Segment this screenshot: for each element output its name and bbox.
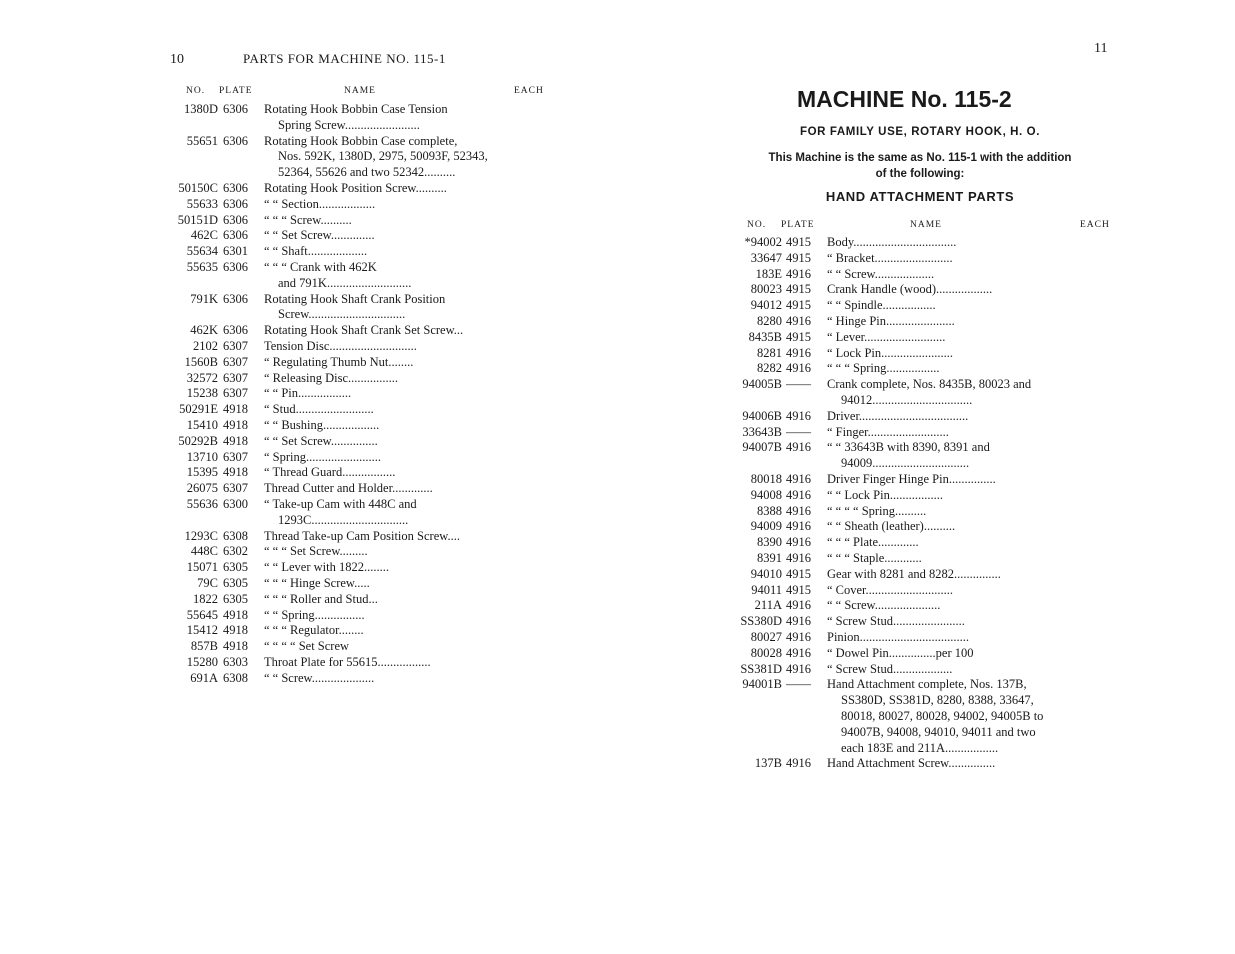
- plate-number: 4916: [786, 551, 811, 565]
- part-number: 94006B: [742, 408, 782, 423]
- col-header-each: EACH: [514, 86, 544, 96]
- part-name: “ Cover............................: [827, 582, 954, 597]
- plate-number: 4916: [786, 266, 811, 281]
- plate-number: 4918: [223, 607, 248, 622]
- part-number: 137B: [754, 756, 782, 771]
- part-name: “ “ “ Crank with 462K: [264, 260, 377, 274]
- part-row: [617, 424, 1217, 440]
- part-name: “ “ “ Plate.............: [827, 535, 919, 550]
- plate-number: ——: [786, 377, 811, 392]
- plate-number: 6306: [223, 133, 248, 148]
- part-name: “ “ Screw....................: [264, 670, 375, 685]
- plate-number: 4916: [786, 487, 811, 502]
- part-number: 15412: [186, 623, 218, 638]
- part-row: [0, 180, 600, 196]
- part-row: [617, 755, 1217, 771]
- part-name: “ Bracket.........................: [827, 250, 953, 265]
- plate-number: 4916: [786, 756, 811, 771]
- plate-number: 4915: [786, 250, 811, 265]
- part-row: [0, 259, 600, 275]
- part-name-continuation: 94012................................: [841, 393, 973, 407]
- note-line-1: This Machine is the same as No. 115-1 with the addition: [768, 152, 1072, 164]
- col-header-plate: PLATE: [219, 86, 253, 96]
- part-name: Hand Attachment complete, Nos. 137B,: [827, 677, 1027, 692]
- part-name: Rotating Hook Bobbin Case Tension: [264, 102, 448, 116]
- part-row: [0, 670, 600, 686]
- plate-number: 4916: [786, 614, 811, 629]
- part-row: [617, 376, 1217, 392]
- part-name: Rotating Hook Position Screw..........: [264, 181, 447, 195]
- part-number: 55633: [186, 196, 218, 211]
- plate-number: ——: [786, 424, 811, 439]
- part-name: “ “ “ Regulator........: [264, 623, 364, 638]
- plate-number: 6300: [223, 497, 248, 511]
- part-number: 55651: [186, 133, 218, 148]
- part-number: 15238: [186, 386, 218, 401]
- part-row: [0, 622, 600, 638]
- plate-number: 4916: [786, 598, 811, 613]
- part-number: 691A: [190, 670, 218, 685]
- part-name: “ “ “ Set Screw.........: [264, 544, 368, 559]
- part-number: 857B: [190, 639, 218, 654]
- part-row: [0, 291, 600, 307]
- plate-number: 6305: [223, 560, 248, 575]
- plate-number: 4915: [786, 582, 811, 597]
- part-name: “ Finger..........................: [827, 424, 949, 439]
- part-number: 448C: [190, 544, 218, 559]
- part-number: 8281: [757, 345, 782, 360]
- part-row: [617, 408, 1217, 424]
- part-number: 15410: [186, 418, 218, 432]
- part-number: 26075: [186, 481, 218, 496]
- part-row: [0, 133, 600, 149]
- part-name: “ Dowel Pin...............per 100: [827, 645, 974, 660]
- plate-number: 6306: [223, 323, 248, 338]
- part-name-continuation: Nos. 592K, 1380D, 2975, 50093F, 52343,: [278, 149, 488, 164]
- part-name: Gear with 8281 and 8282...............: [827, 566, 1001, 581]
- part-number: 462C: [190, 228, 218, 243]
- part-name: “ Screw Stud...................: [827, 661, 953, 676]
- part-row: [0, 607, 600, 623]
- part-row: [617, 518, 1217, 534]
- part-row: [617, 313, 1217, 329]
- part-number: 55636: [186, 497, 218, 511]
- part-number: 183E: [755, 266, 782, 281]
- section-heading: HAND ATTACHMENT PARTS: [825, 189, 1015, 204]
- part-number: 94009: [750, 519, 782, 534]
- plate-number: 4915: [786, 282, 811, 297]
- part-name: Thread Take-up Cam Position Screw....: [264, 528, 460, 543]
- plate-number: 6306: [223, 260, 248, 274]
- plate-number: 4916: [786, 519, 811, 534]
- part-number: 55645: [186, 607, 218, 622]
- plate-number: 6307: [223, 370, 248, 385]
- part-name-continuation: Spring Screw........................: [278, 117, 420, 132]
- part-number: 1380D: [183, 102, 218, 116]
- col-header-no: NO.: [747, 220, 767, 230]
- part-number: 94012: [750, 298, 782, 313]
- part-row: [0, 559, 600, 575]
- plate-number: 4916: [786, 661, 811, 676]
- col-header-each: EACH: [1080, 220, 1110, 230]
- part-number: 50292B: [178, 433, 218, 448]
- part-row: [617, 266, 1217, 282]
- part-number: 1293C: [184, 528, 218, 543]
- plate-number: 6306: [223, 196, 248, 211]
- plate-number: 6306: [223, 228, 248, 243]
- part-number: 1560B: [184, 354, 218, 369]
- part-name: Driver...................................: [827, 408, 969, 423]
- part-number: 94001B: [742, 677, 782, 692]
- part-number: 79C: [197, 576, 218, 590]
- part-row: [0, 638, 600, 654]
- part-name: Throat Plate for 55615.................: [264, 655, 431, 669]
- part-number: 80028: [750, 645, 782, 660]
- part-name: “ Spring........................: [264, 449, 382, 464]
- plate-number: 6305: [223, 576, 248, 590]
- col-header-plate: PLATE: [781, 220, 815, 230]
- part-name: “ “ Screw...................: [827, 266, 935, 281]
- plate-number: 4918: [223, 433, 248, 448]
- part-name: Thread Cutter and Holder.............: [264, 481, 433, 496]
- part-number: 80027: [750, 630, 782, 644]
- part-name: “ Lever..........................: [827, 329, 946, 344]
- part-name: “ “ “ Spring.................: [827, 361, 940, 376]
- page-title: MACHINE No. 115-2: [797, 86, 1012, 112]
- part-number: 791K: [190, 291, 218, 306]
- part-name: “ “ Lever with 1822........: [264, 560, 389, 575]
- part-number: 462K: [190, 323, 218, 338]
- page-number: 11: [1094, 41, 1108, 56]
- part-name: “ Screw Stud.......................: [827, 614, 965, 629]
- part-number: 15395: [186, 465, 218, 480]
- part-row: [0, 227, 600, 243]
- part-row: [617, 582, 1217, 598]
- plate-number: 4916: [786, 535, 811, 550]
- plate-number: 4916: [786, 645, 811, 660]
- part-name: “ “ Spindle.................: [827, 298, 936, 313]
- part-name: “ “ “ “ Spring..........: [827, 503, 927, 518]
- part-number: 94010: [750, 566, 782, 581]
- part-row: [0, 543, 600, 559]
- part-name: “ “ Set Screw..............: [264, 228, 375, 243]
- part-number: 8435B: [748, 329, 782, 344]
- part-number: SS380D: [740, 614, 782, 629]
- part-row: [0, 101, 600, 117]
- part-number: 8388: [757, 503, 782, 518]
- part-number: 15280: [186, 655, 218, 669]
- part-name: Rotating Hook Shaft Crank Set Screw...: [264, 323, 464, 338]
- plate-number: 6306: [223, 181, 248, 195]
- part-name-continuation: 94007B, 94008, 94010, 94011 and two: [841, 724, 1036, 739]
- part-row: [0, 496, 600, 512]
- part-name: “ “ Section..................: [264, 196, 376, 211]
- part-number: 50291E: [179, 402, 218, 417]
- part-name: “ “ Lock Pin.................: [827, 487, 943, 502]
- right-page: [617, 0, 1235, 954]
- part-name: Pinion...................................: [827, 630, 970, 644]
- part-number: 2102: [193, 339, 218, 353]
- part-number: SS381D: [740, 661, 782, 676]
- plate-number: ——: [786, 677, 811, 692]
- plate-number: 4916: [786, 503, 811, 518]
- part-name: “ “ 33643B with 8390, 8391 and: [827, 440, 990, 455]
- part-row: [0, 354, 600, 370]
- plate-number: 4916: [786, 408, 811, 423]
- part-row: [0, 575, 600, 591]
- part-number: 94005B: [742, 377, 782, 392]
- plate-number: 4916: [786, 440, 811, 455]
- part-name-continuation: 52364, 55626 and two 52342..........: [278, 165, 456, 180]
- part-name: “ “ Shaft...................: [264, 244, 368, 259]
- part-name: “ Thread Guard.................: [264, 465, 396, 480]
- part-row: [617, 360, 1217, 376]
- part-number: 8282: [757, 361, 782, 376]
- part-name-continuation: and 791K...........................: [278, 275, 412, 290]
- part-number: 33643B: [742, 424, 782, 439]
- plate-number: 6308: [223, 670, 248, 685]
- part-row: [617, 250, 1217, 266]
- part-name: Body.................................: [827, 235, 957, 249]
- plate-number: 6301: [223, 244, 248, 259]
- part-number: 80018: [750, 472, 782, 486]
- part-row: [617, 345, 1217, 361]
- plate-number: 4915: [786, 329, 811, 344]
- plate-number: 6306: [223, 291, 248, 306]
- part-row: [0, 385, 600, 401]
- part-name: “ “ “ Hinge Screw.....: [264, 576, 370, 590]
- part-name: “ “ Set Screw...............: [264, 433, 378, 448]
- col-header-no: NO.: [186, 86, 206, 96]
- plate-number: 4916: [786, 314, 811, 328]
- part-number: 94008: [750, 487, 782, 502]
- part-row: [617, 439, 1217, 455]
- part-row: [617, 629, 1217, 645]
- part-number: 80023: [750, 282, 782, 297]
- part-name: Rotating Hook Bobbin Case complete,: [264, 133, 458, 148]
- part-number: 211A: [754, 598, 782, 613]
- plate-number: 6307: [223, 339, 248, 353]
- part-name-continuation: SS380D, SS381D, 8280, 8388, 33647,: [841, 693, 1034, 708]
- plate-number: 6306: [223, 102, 248, 116]
- part-row: [617, 645, 1217, 661]
- part-row: [617, 613, 1217, 629]
- part-name-continuation: Screw...............................: [278, 307, 406, 322]
- part-row: [617, 487, 1217, 503]
- part-name: Driver Finger Hinge Pin...............: [827, 472, 996, 486]
- part-row: [617, 281, 1217, 297]
- part-row: [0, 528, 600, 544]
- part-row: [0, 196, 600, 212]
- part-name-continuation: 94009...............................: [841, 456, 970, 471]
- plate-number: 6303: [223, 655, 248, 669]
- part-name: Rotating Hook Shaft Crank Position: [264, 291, 446, 306]
- part-row: [0, 433, 600, 449]
- col-header-name: NAME: [910, 220, 942, 230]
- part-name: Tension Disc............................: [264, 339, 417, 353]
- part-row: [0, 480, 600, 496]
- plate-number: 6307: [223, 354, 248, 369]
- part-name-continuation: 1293C...............................: [278, 512, 409, 527]
- part-row: [0, 417, 600, 433]
- plate-number: 6307: [223, 386, 248, 401]
- plate-number: 4918: [223, 465, 248, 480]
- part-number: 94007B: [742, 440, 782, 455]
- part-name: “ “ Bushing..................: [264, 418, 380, 432]
- plate-number: 6307: [223, 481, 248, 496]
- part-row: [0, 464, 600, 480]
- plate-number: 6305: [223, 591, 248, 606]
- part-name: “ Stud.........................: [264, 402, 374, 417]
- plate-number: 4915: [786, 235, 811, 249]
- page-number: 10: [170, 52, 184, 67]
- plate-number: 6302: [223, 544, 248, 559]
- left-page: [0, 0, 617, 954]
- part-name: “ Releasing Disc................: [264, 370, 399, 385]
- part-name: “ “ Screw.....................: [827, 598, 941, 613]
- part-name: “ “ “ Staple............: [827, 551, 922, 565]
- part-row: [0, 212, 600, 228]
- part-number: 8280: [757, 314, 782, 328]
- part-number: 50151D: [177, 212, 218, 227]
- part-row: [617, 534, 1217, 550]
- part-row: [617, 471, 1217, 487]
- plate-number: 4916: [786, 630, 811, 644]
- part-number: 50150C: [178, 181, 218, 195]
- part-number: 55634: [186, 244, 218, 259]
- part-number: 15071: [186, 560, 218, 575]
- part-row: [617, 550, 1217, 566]
- note-line-2: of the following:: [875, 168, 965, 180]
- part-name: “ “ “ Screw..........: [264, 212, 352, 227]
- part-name: “ “ Spring................: [264, 607, 365, 622]
- plate-number: 4915: [786, 298, 811, 313]
- part-number: 94011: [751, 582, 782, 597]
- part-row: [0, 654, 600, 670]
- part-name: Crank Handle (wood)..................: [827, 282, 993, 297]
- part-number: 8390: [757, 535, 782, 550]
- part-name: Crank complete, Nos. 8435B, 80023 and: [827, 377, 1032, 392]
- plate-number: 6306: [223, 212, 248, 227]
- plate-number: 4918: [223, 418, 248, 432]
- part-name: “ Hinge Pin......................: [827, 314, 955, 328]
- part-row: [617, 566, 1217, 582]
- plate-number: 4915: [786, 566, 811, 581]
- plate-number: 4918: [223, 623, 248, 638]
- part-row: [0, 322, 600, 338]
- part-name: “ Take-up Cam with 448C and: [264, 497, 417, 511]
- part-name: “ “ “ Roller and Stud...: [264, 591, 378, 606]
- subtitle: FOR FAMILY USE, ROTARY HOOK, H. O.: [800, 126, 1040, 138]
- part-row: [617, 661, 1217, 677]
- col-header-name: NAME: [344, 86, 376, 96]
- part-name: “ Lock Pin.......................: [827, 345, 954, 360]
- part-row: [617, 329, 1217, 345]
- part-row: [0, 243, 600, 259]
- part-number: *94002: [744, 235, 782, 249]
- part-row: [617, 234, 1217, 250]
- plate-number: 4918: [223, 402, 248, 417]
- plate-number: 6308: [223, 528, 248, 543]
- part-row: [0, 591, 600, 607]
- part-name: “ “ “ “ Set Screw: [264, 639, 350, 654]
- part-row: [617, 597, 1217, 613]
- part-name: “ “ Pin.................: [264, 386, 352, 401]
- part-number: 1822: [193, 591, 218, 606]
- part-row: [0, 449, 600, 465]
- part-name: Hand Attachment Screw...............: [827, 756, 996, 771]
- part-row: [617, 297, 1217, 313]
- running-head: PARTS FOR MACHINE NO. 115-1: [243, 51, 446, 66]
- part-name: “ Regulating Thumb Nut........: [264, 354, 414, 369]
- part-name-continuation: each 183E and 211A.................: [841, 740, 999, 755]
- part-number: 13710: [186, 449, 218, 464]
- plate-number: 6307: [223, 449, 248, 464]
- part-row: [617, 676, 1217, 692]
- part-row: [617, 503, 1217, 519]
- part-row: [0, 338, 600, 354]
- part-number: 32572: [186, 370, 218, 385]
- part-number: 33647: [750, 250, 782, 265]
- part-row: [0, 370, 600, 386]
- part-name: “ “ Sheath (leather)..........: [827, 519, 956, 534]
- plate-number: 4918: [223, 639, 248, 654]
- part-number: 55635: [186, 260, 218, 274]
- part-number: 8391: [757, 551, 782, 565]
- part-row: [0, 401, 600, 417]
- part-name-continuation: 80018, 80027, 80028, 94002, 94005B to: [841, 709, 1044, 723]
- plate-number: 4916: [786, 361, 811, 376]
- plate-number: 4916: [786, 345, 811, 360]
- plate-number: 4916: [786, 472, 811, 486]
